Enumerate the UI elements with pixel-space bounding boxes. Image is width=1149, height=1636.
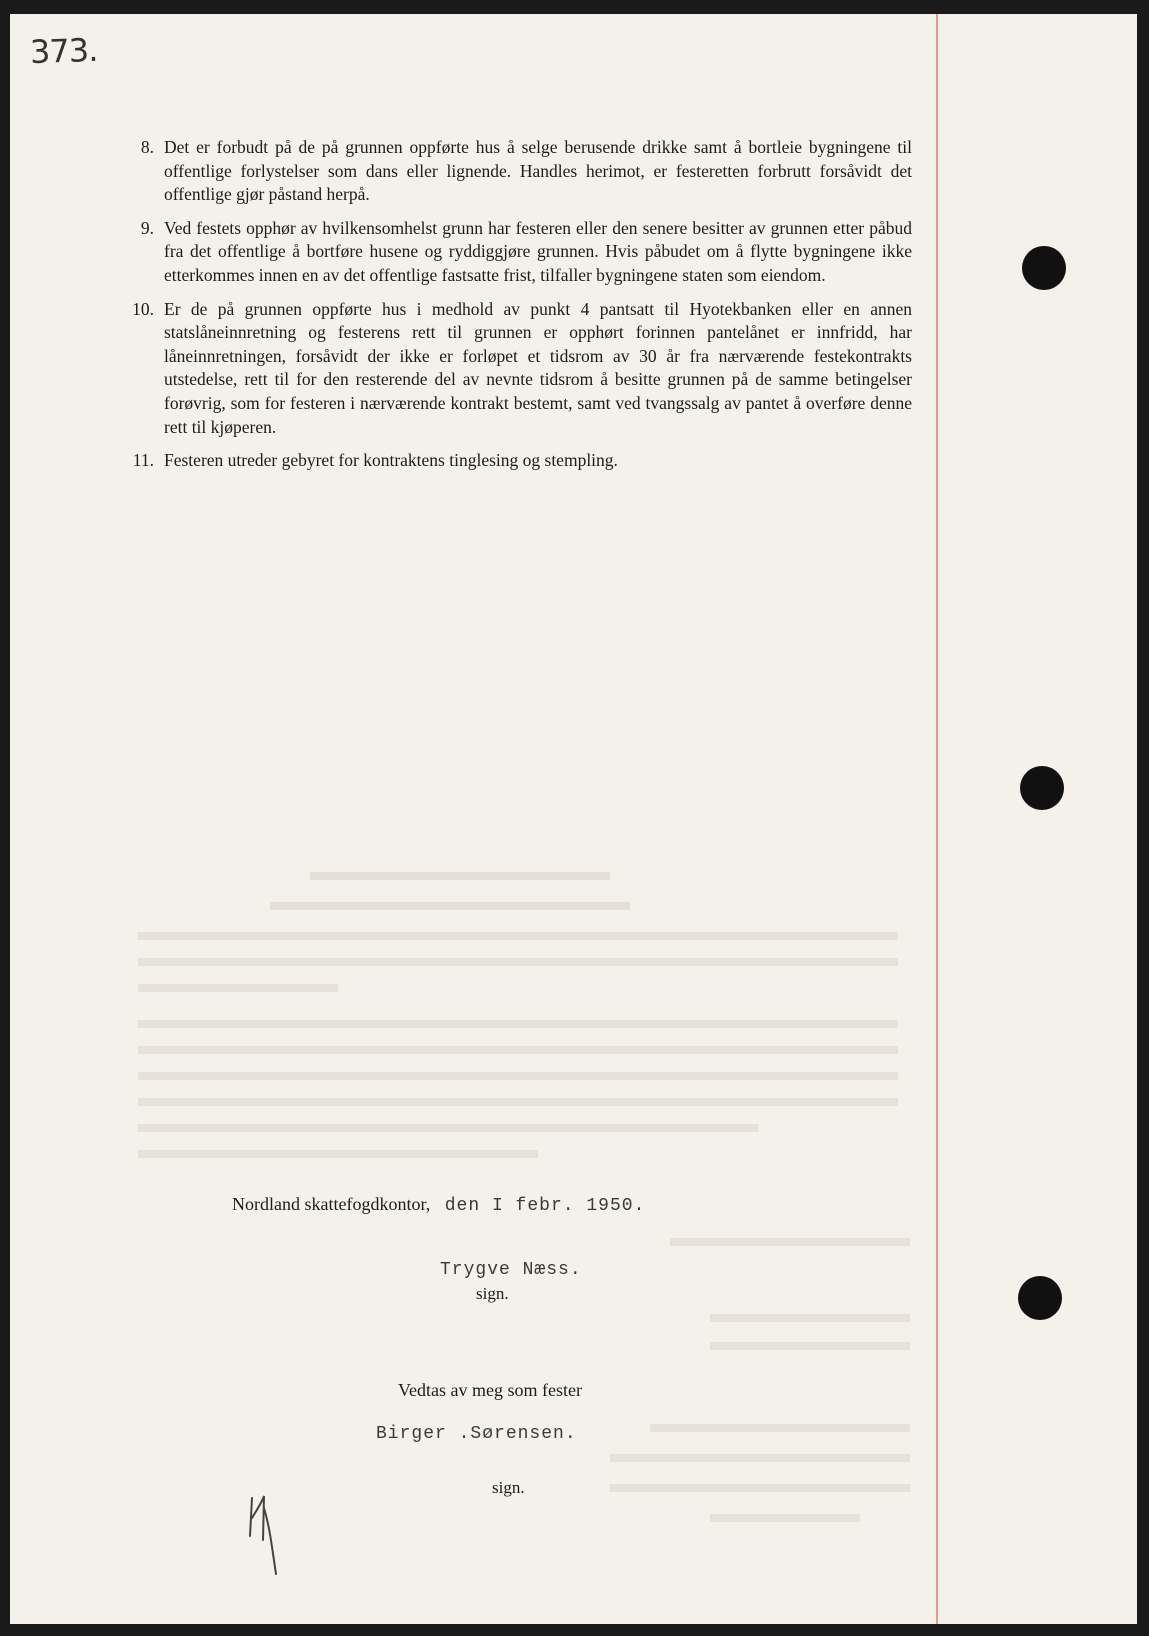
- clause-10: [122, 298, 912, 440]
- issue-date: den I febr. 1950.: [444, 1196, 646, 1216]
- page-number: 373.: [29, 30, 98, 72]
- office-date-line: [232, 1194, 645, 1216]
- binder-hole: [1022, 246, 1066, 290]
- binder-hole: [1020, 766, 1064, 810]
- clause-text: Det er forbudt på de på grunnen oppførte hus å selge berusende drikke samt å bortleie bygningene til offentlige forlystelser som dans eller lignende. Handles herimot, er festeretten forbrutt forsåvidt det offentlige gjør påstand herpå.: [164, 137, 912, 205]
- clause-list: [122, 136, 912, 483]
- clause-number: 9.: [140, 217, 154, 238]
- clause-number: 8.: [140, 137, 154, 157]
- margin-line: [936, 14, 938, 1624]
- document-page: [10, 14, 1137, 1624]
- clause-text: Ved festets opphør av hvilkensomhelst grunn har festeren eller den senere besitter av grunnen etter påbud fra det offentlige å bortføre husene og ryddiggjøre grunnen. Hvis påbudet om å flytte bygningene ikke etterkommes innen en av det offentlige fastsatte frist, tilfaller bygningene staten som eiendom.: [164, 217, 912, 285]
- clause-number: 10.: [132, 298, 154, 319]
- office-label: Nordland skattefogdkontor,: [232, 1194, 431, 1214]
- lessee-name: Birger .Sørensen.: [376, 1424, 577, 1444]
- clause-9: [122, 217, 912, 288]
- signatory-sign-note: sign.: [476, 1284, 509, 1303]
- acceptance-statement: Vedtas av meg som fester: [398, 1380, 582, 1400]
- clause-text: Festeren utreder gebyret for kontraktens tinglesing og stempling.: [164, 450, 618, 471]
- lessee-sign-note: sign.: [492, 1478, 525, 1497]
- clause-text: Er de på grunnen oppførte hus i medhold av punkt 4 pantsatt til Hyotekbanken eller en annen statslåneinnretning og festerens rett til grunnen er opphørt forinnen pantelånet er innfridd, har låneinnretningen, forsåvidt der ikke er forløpet et tidsrom av 30 år fra nærværende festekontrakts utstedelse, rett til for den resterende del av nevnte tidsrom å besitte grunnen på de samme betingelser forøvrig, som for festeren i nærværende kontrakt bestemt, samt ved tvangssalg av pantet å overføre denne rett til kjøperen.: [164, 298, 912, 437]
- handwritten-mark: [246, 1488, 286, 1578]
- signatory-name: Trygve Næss.: [440, 1260, 582, 1280]
- binder-hole: [1018, 1276, 1062, 1320]
- clause-11: [122, 449, 912, 473]
- clause-8: [122, 136, 912, 207]
- clause-number: 11.: [132, 450, 154, 471]
